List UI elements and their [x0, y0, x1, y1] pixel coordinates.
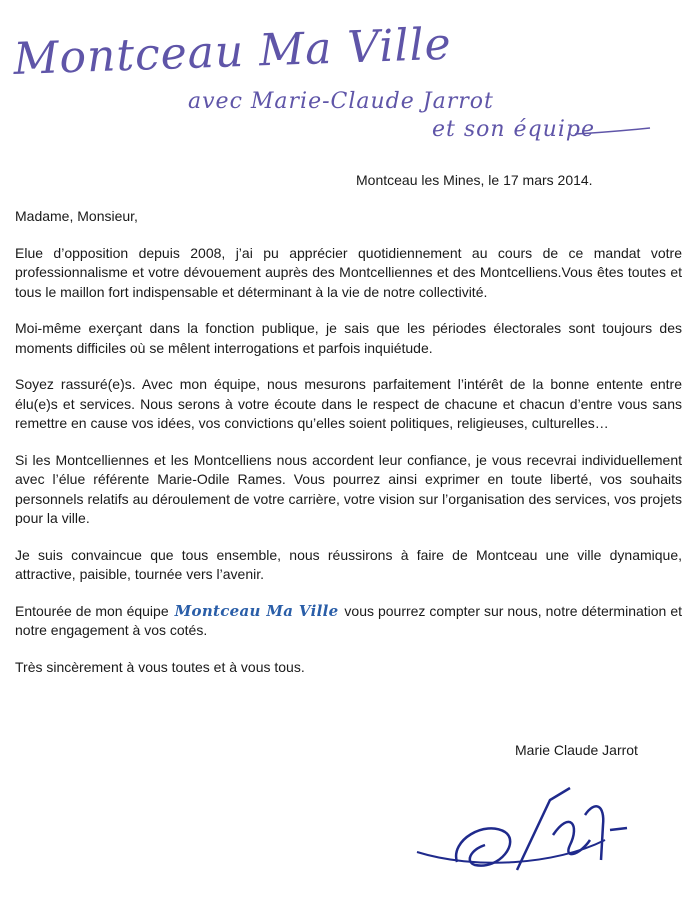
paragraph-6-end: vous pourrez compter sur nous, notre détermination et notre engagement à vos cotés.	[15, 602, 682, 638]
logo-line-2: avec Marie-Claude Jarrot	[188, 89, 494, 114]
paragraph-2: Moi-même exerçant dans la fonction publique, je sais que les périodes électorales sont toujours des moments difficiles où se mêlent interrogations et parfois inquiétude.	[15, 320, 682, 356]
handwritten-header-logo	[0, 0, 700, 150]
closing-line: Très sincèrement à vous toutes et à vous tous.	[15, 658, 305, 675]
paragraph-1: Elue d’opposition depuis 2008, j’ai pu apprécier quotidiennement au cours de ce mandat votre professionnalisme et votre dévouement auprès des Montcelliennes et des Montcelliens.Vous êtes toutes et tous le maillon fort indispensable et déterminant à la vie de notre collectivité.	[15, 244, 682, 300]
letter-body	[15, 207, 682, 694]
paragraph-3: Soyez rassuré(e)s. Avec mon équipe, nous mesurons parfaitement l’intérêt de la bonne entente entre élu(e)s et services. Nous serons à votre écoute dans le respect de chacune et chacun d’entre vous sans remettre en cause vos idées, vos convictions qu’elles soient politiques, religieuses, culturelles…	[15, 376, 682, 431]
paragraph-6	[15, 602, 682, 641]
letter-date: Montceau les Mines, le 17 mars 2014.	[356, 172, 593, 188]
signer-name: Marie Claude Jarrot	[515, 742, 638, 758]
paragraph-4: Si les Montcelliennes et les Montcelliens nous accordent leur confiance, je vous recevrai individuellement avec l’élue référente Marie-Odile Rames. Vous pourrez ainsi exprimer en toute liberté, vos souhaits personnels relatifs au déroulement de votre carrière, votre vision sur l’organisation des services, vos projets pour la ville.	[15, 451, 682, 526]
logo-line-1: Montceau Ma Ville	[12, 18, 453, 85]
salutation: Madame, Monsieur,	[15, 208, 138, 224]
inline-brand-name: Montceau Ma Ville	[174, 601, 339, 620]
handwritten-signature	[405, 770, 690, 895]
paragraph-5: Je suis convaincue que tous ensemble, nous réussirons à faire de Montceau une ville dynamique, attractive, paisible, tournée vers l’avenir.	[15, 546, 682, 582]
logo-line-3: et son équipe	[432, 117, 595, 142]
paragraph-6-start: Entourée de mon équipe	[15, 602, 169, 619]
